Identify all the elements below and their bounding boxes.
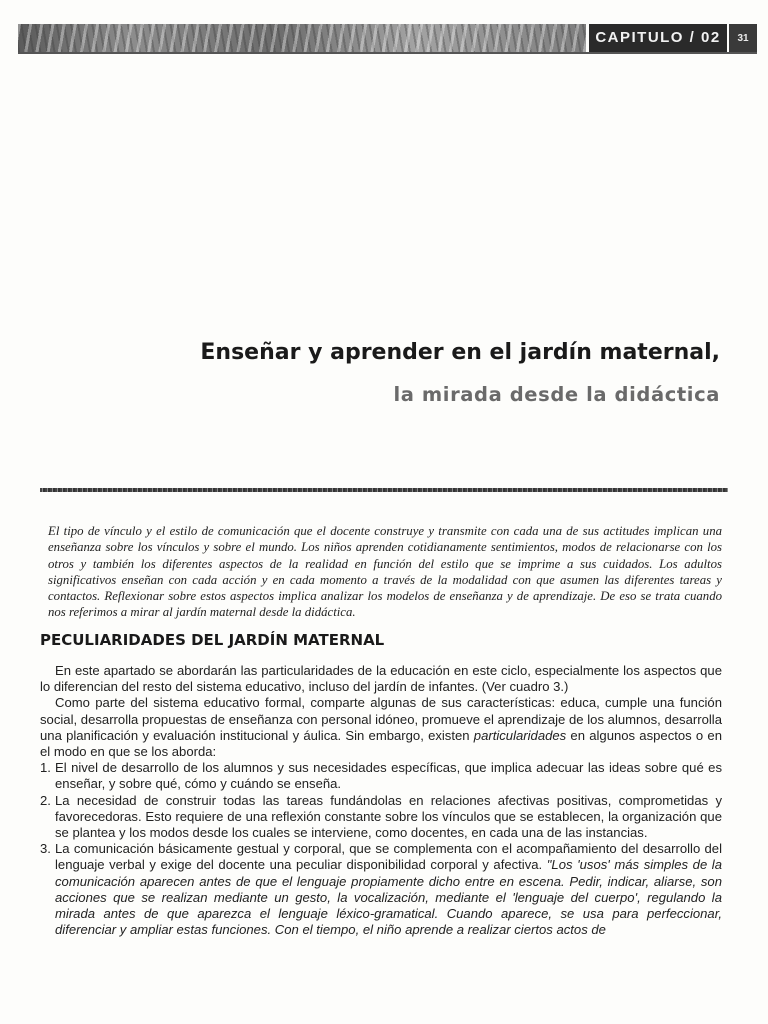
chapter-subtitle: la mirada desde la didáctica	[393, 383, 720, 406]
body-paragraph-1: En este apartado se abordarán las particularidades de la educación en este ciclo, especialmente los aspectos que lo diferencian del resto del sistema educativo, incluso del jardín de infantes. (Ver cuadro 3.)	[40, 663, 722, 695]
header-texture-band	[18, 24, 586, 52]
list-item-text: La necesidad de construir todas las tareas fundándolas en relaciones afectivas positivas, comprometidas y favorecedoras. Esto requiere de una reflexión constante sobre los vínculos que se establecen, la organización que se plantea y los modos desde los cuales se interviene, como docentes, en cada una de las instancias.	[55, 792, 722, 841]
list-item	[40, 793, 722, 842]
peculiarities-list	[40, 760, 722, 938]
list-item-text: La comunicación básicamente gestual y corporal, que se complementa con el acompañamiento del desarrollo del lenguaje verbal y exige del docente una peculiar disponibilidad corporal y afectiva.	[55, 841, 722, 873]
header-rule	[18, 52, 757, 54]
list-item-quote: "Los 'usos' más simples de la comunicación aparecen antes de que el lenguaje propiamente dicho entre en escena. Pedir, indicar, aliarse, son acciones que se realizan mediante un gesto, la vocalización, mediante el 'lenguaje del cuerpo', regulando la mirada antes de que aparezca el lenguaje léxico-gramatical. Cuando aparece, se usa para perfeccionar, diferenciar y ampliar estas funciones. Con el tiempo, el niño aprende a realizar ciertos actos de	[55, 857, 722, 938]
list-item	[40, 841, 722, 938]
chapter-label: CAPITULO / 02	[589, 24, 727, 52]
paragraph-2-text-b: en algunos aspectos o en el modo en que se los aborda:	[40, 727, 722, 760]
list-item-text: El nivel de desarrollo de los alumnos y sus necesidades específicas, que implica adecuar las ideas sobre qué es enseñar, y sobre qué, cómo y cuándo se enseña.	[55, 760, 722, 792]
list-item	[40, 760, 722, 792]
page-number: 31	[729, 24, 757, 52]
body-paragraph-2	[40, 695, 722, 760]
chapter-title: Enseñar y aprender en el jardín maternal,	[200, 340, 720, 365]
paragraph-2-emphasis: particularidades	[473, 727, 567, 743]
section-heading: PECULIARIDADES DEL JARDÍN MATERNAL	[40, 631, 385, 649]
paragraph-2-text-a: Como parte del sistema educativo formal, comparte algunas de sus características: educa, cumple una función social, desarrolla propuestas de enseñanza con personal idóneo, promueve el aprendizaje de los alumnos, desarrolla una planificación y evaluación institucional y áulica. Sin embargo, existen	[40, 695, 722, 743]
intro-paragraph: El tipo de vínculo y el estilo de comunicación que el docente construye y transmite con cada una de sus actitudes implican una enseñanza sobre los vínculos y sobre el mundo. Los niños aprenden cotidianamente sentimientos, modos de relacionarse con los otros y también los diferentes aspectos de la realidad en función del estilo que se imprime a sus cuidados. Los adultos significativos enseñan con cada acción y en cada momento a través de la modalidad con que asumen las diferentes tareas y contactos. Reflexionar sobre estos aspectos implica analizar los modelos de enseñanza y de aprendizaje. De eso se trata cuando nos referimos a mirar al jardín maternal desde la didáctica.	[48, 524, 722, 620]
body-text	[40, 663, 722, 938]
list-item-number: 3.	[40, 841, 51, 857]
list-item-number: 1.	[40, 760, 51, 776]
list-item-number: 2.	[40, 792, 51, 808]
title-divider	[40, 488, 728, 492]
